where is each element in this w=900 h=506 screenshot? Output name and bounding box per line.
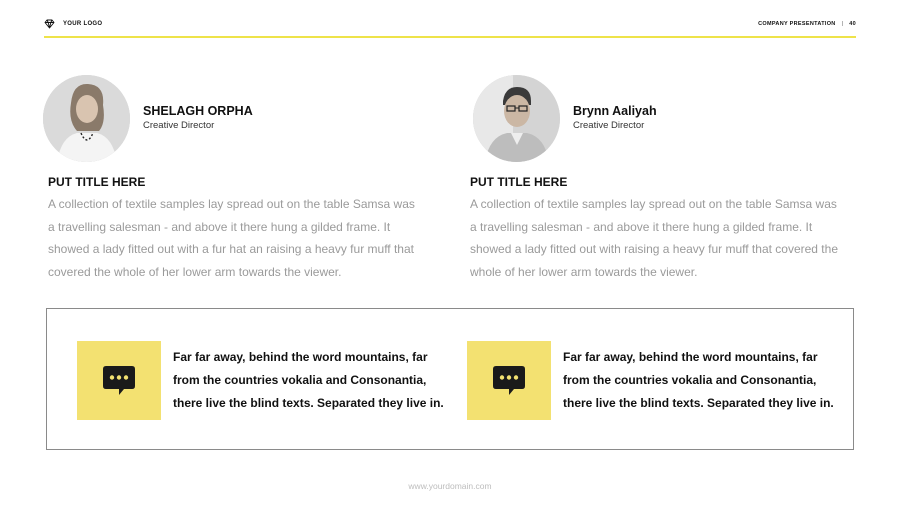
presentation-label: COMPANY PRESENTATION — [758, 21, 836, 27]
header-separator: | — [841, 21, 844, 27]
quote-line: from the countries vokalia and Consonantia, — [173, 373, 427, 387]
logo-text: YOUR LOGO — [63, 21, 103, 27]
quote-box — [46, 308, 854, 450]
section-title: PUT TITLE HERE — [470, 175, 568, 189]
person-photo-icon — [43, 75, 130, 162]
logo — [44, 19, 102, 29]
quote-icon-tile — [467, 341, 551, 420]
avatar — [43, 75, 130, 162]
footer-url[interactable]: www.yourdomain.com — [408, 481, 492, 491]
diamond-icon — [44, 19, 55, 29]
presentation-label-group — [758, 21, 856, 27]
quote-line: there live the blind texts. Separated they live in. — [563, 396, 834, 410]
body-line: a travelling salesman - and above it there hung a gilded frame. It — [470, 219, 813, 234]
body-line: covered the whole of her lower arm towards the viewer. — [48, 264, 342, 279]
body-line: A collection of textile samples lay spread out on the table Samsa was — [470, 197, 837, 211]
section-title: PUT TITLE HERE — [48, 175, 146, 189]
quote-icon-tile — [77, 341, 161, 420]
body-line: showed a lady fitted out with a fur hat an raising a heavy fur muff that — [48, 242, 414, 256]
top-header-bar — [44, 14, 856, 38]
quote-line: there live the blind texts. Separated they live in. — [173, 396, 444, 410]
body-line: showed a lady fitted out with raising a heavy fur muff that covered the — [470, 242, 838, 256]
section-body — [470, 193, 862, 283]
avatar — [473, 75, 560, 162]
quote-text — [563, 346, 853, 415]
chat-bubble-icon — [492, 365, 526, 397]
person-name: SHELAGH ORPHA — [143, 104, 253, 118]
person-name: Brynn Aaliyah — [573, 104, 657, 118]
body-line: a travelling salesman - and above it there hung a gilded frame. It — [48, 219, 391, 234]
quote-text — [173, 346, 463, 415]
person-photo-icon — [473, 75, 560, 162]
quote-line: Far far away, behind the word mountains, far — [563, 350, 818, 364]
page-number: 40 — [849, 21, 856, 27]
section-body — [48, 193, 440, 283]
person-role: Creative Director — [573, 120, 645, 131]
quote-line: from the countries vokalia and Consonantia, — [563, 373, 817, 387]
body-line: A collection of textile samples lay spread out on the table Samsa was — [48, 197, 415, 211]
person-role: Creative Director — [143, 120, 215, 131]
quote-line: Far far away, behind the word mountains, far — [173, 350, 428, 364]
chat-bubble-icon — [102, 365, 136, 397]
body-line: whole of her lower arm towards the viewer. — [470, 264, 698, 279]
